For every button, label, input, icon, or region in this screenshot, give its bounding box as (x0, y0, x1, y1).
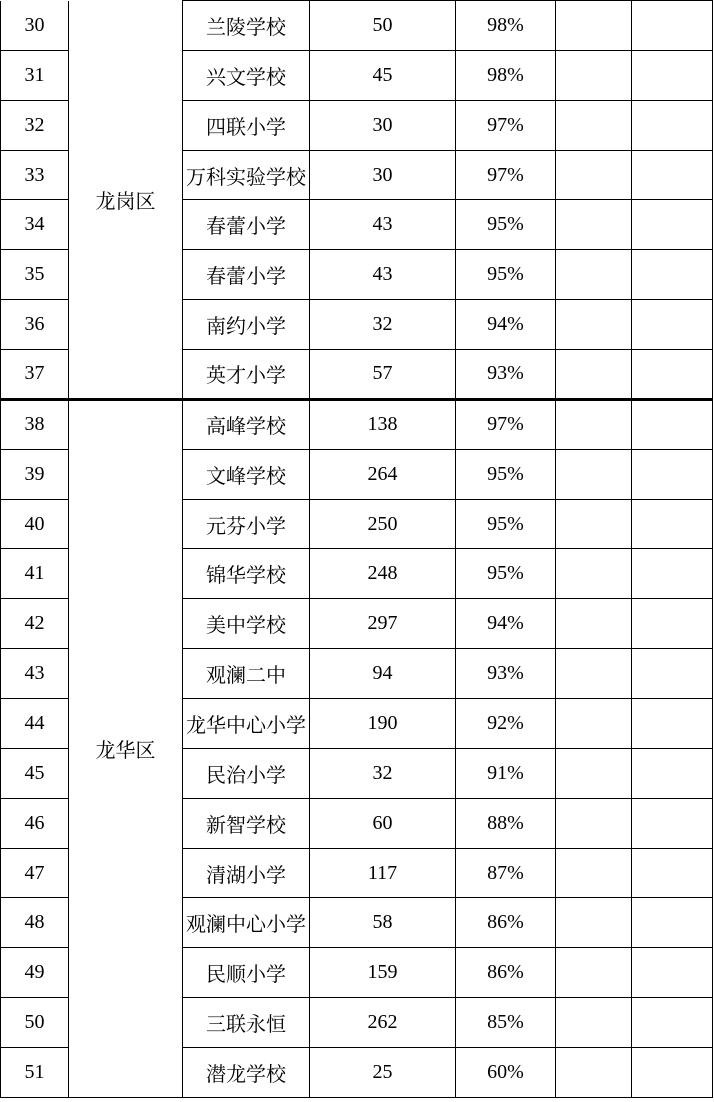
count-cell: 264 (310, 449, 456, 499)
row-number-cell: 31 (1, 50, 69, 100)
school-name-cell: 四联小学 (183, 100, 310, 150)
table-body (1, 1, 713, 1098)
row-number-cell: 50 (1, 998, 69, 1048)
empty-cell-2 (632, 748, 713, 798)
row-number-cell: 35 (1, 250, 69, 300)
school-name-cell: 观澜二中 (183, 649, 310, 699)
percent-cell: 95% (456, 449, 556, 499)
count-cell: 30 (310, 150, 456, 200)
row-number-cell: 39 (1, 449, 69, 499)
empty-cell-1 (556, 50, 632, 100)
percent-cell: 94% (456, 599, 556, 649)
empty-cell-2 (632, 50, 713, 100)
count-cell: 262 (310, 998, 456, 1048)
table-row (1, 399, 713, 449)
percent-cell: 95% (456, 250, 556, 300)
percent-cell: 88% (456, 798, 556, 848)
district-cell: 龙岗区 (69, 1, 183, 400)
school-name-cell: 兴文学校 (183, 50, 310, 100)
school-name-cell: 南约小学 (183, 300, 310, 350)
empty-cell-2 (632, 998, 713, 1048)
count-cell: 248 (310, 549, 456, 599)
percent-cell: 91% (456, 748, 556, 798)
percent-cell: 87% (456, 848, 556, 898)
school-name-cell: 春蕾小学 (183, 200, 310, 250)
empty-cell-2 (632, 649, 713, 699)
school-name-cell: 元芬小学 (183, 499, 310, 549)
count-cell: 190 (310, 699, 456, 749)
empty-cell-2 (632, 1048, 713, 1098)
row-number-cell: 41 (1, 549, 69, 599)
school-name-cell: 潜龙学校 (183, 1048, 310, 1098)
empty-cell-2 (632, 399, 713, 449)
school-name-cell: 英才小学 (183, 350, 310, 400)
percent-cell: 92% (456, 699, 556, 749)
count-cell: 43 (310, 250, 456, 300)
count-cell: 45 (310, 50, 456, 100)
count-cell: 159 (310, 948, 456, 998)
row-number-cell: 32 (1, 100, 69, 150)
count-cell: 32 (310, 748, 456, 798)
empty-cell-2 (632, 300, 713, 350)
district-cell: 龙华区 (69, 399, 183, 1097)
school-name-cell: 民治小学 (183, 748, 310, 798)
row-number-cell: 40 (1, 499, 69, 549)
percent-cell: 85% (456, 998, 556, 1048)
empty-cell-1 (556, 350, 632, 400)
empty-cell-2 (632, 848, 713, 898)
row-number-cell: 43 (1, 649, 69, 699)
empty-cell-1 (556, 100, 632, 150)
empty-cell-1 (556, 200, 632, 250)
empty-cell-2 (632, 150, 713, 200)
empty-cell-2 (632, 599, 713, 649)
percent-cell: 95% (456, 549, 556, 599)
school-name-cell: 文峰学校 (183, 449, 310, 499)
row-number-cell: 46 (1, 798, 69, 848)
empty-cell-2 (632, 449, 713, 499)
empty-cell-1 (556, 649, 632, 699)
row-number-cell: 45 (1, 748, 69, 798)
percent-cell: 60% (456, 1048, 556, 1098)
empty-cell-1 (556, 948, 632, 998)
row-number-cell: 34 (1, 200, 69, 250)
empty-cell-1 (556, 399, 632, 449)
count-cell: 250 (310, 499, 456, 549)
percent-cell: 86% (456, 948, 556, 998)
empty-cell-1 (556, 848, 632, 898)
school-name-cell: 美中学校 (183, 599, 310, 649)
empty-cell-1 (556, 250, 632, 300)
count-cell: 57 (310, 350, 456, 400)
school-name-cell: 观澜中心小学 (183, 898, 310, 948)
row-number-cell: 36 (1, 300, 69, 350)
school-name-cell: 春蕾小学 (183, 250, 310, 300)
count-cell: 32 (310, 300, 456, 350)
school-name-cell: 民顺小学 (183, 948, 310, 998)
count-cell: 43 (310, 200, 456, 250)
empty-cell-2 (632, 948, 713, 998)
row-number-cell: 44 (1, 699, 69, 749)
empty-cell-1 (556, 499, 632, 549)
percent-cell: 97% (456, 399, 556, 449)
count-cell: 30 (310, 100, 456, 150)
empty-cell-1 (556, 150, 632, 200)
count-cell: 117 (310, 848, 456, 898)
percent-cell: 95% (456, 200, 556, 250)
count-cell: 25 (310, 1048, 456, 1098)
empty-cell-2 (632, 200, 713, 250)
school-name-cell: 新智学校 (183, 798, 310, 848)
row-number-cell: 48 (1, 898, 69, 948)
row-number-cell: 42 (1, 599, 69, 649)
empty-cell-2 (632, 549, 713, 599)
percent-cell: 86% (456, 898, 556, 948)
empty-cell-2 (632, 699, 713, 749)
percent-cell: 93% (456, 649, 556, 699)
school-name-cell: 锦华学校 (183, 549, 310, 599)
empty-cell-2 (632, 100, 713, 150)
empty-cell-1 (556, 599, 632, 649)
percent-cell: 95% (456, 499, 556, 549)
row-number-cell: 30 (1, 1, 69, 51)
school-name-cell: 高峰学校 (183, 399, 310, 449)
empty-cell-2 (632, 350, 713, 400)
empty-cell-1 (556, 998, 632, 1048)
count-cell: 138 (310, 399, 456, 449)
school-name-cell: 龙华中心小学 (183, 699, 310, 749)
row-number-cell: 38 (1, 399, 69, 449)
percent-cell: 98% (456, 1, 556, 51)
empty-cell-2 (632, 798, 713, 848)
empty-cell-1 (556, 748, 632, 798)
empty-cell-1 (556, 449, 632, 499)
percent-cell: 98% (456, 50, 556, 100)
percent-cell: 97% (456, 100, 556, 150)
empty-cell-2 (632, 499, 713, 549)
row-number-cell: 49 (1, 948, 69, 998)
percent-cell: 97% (456, 150, 556, 200)
row-number-cell: 51 (1, 1048, 69, 1098)
empty-cell-2 (632, 250, 713, 300)
count-cell: 60 (310, 798, 456, 848)
row-number-cell: 37 (1, 350, 69, 400)
empty-cell-1 (556, 1, 632, 51)
school-name-cell: 清湖小学 (183, 848, 310, 898)
empty-cell-1 (556, 898, 632, 948)
row-number-cell: 33 (1, 150, 69, 200)
table-row (1, 1, 713, 51)
percent-cell: 94% (456, 300, 556, 350)
empty-cell-1 (556, 549, 632, 599)
empty-cell-1 (556, 300, 632, 350)
row-number-cell: 47 (1, 848, 69, 898)
empty-cell-2 (632, 898, 713, 948)
empty-cell-2 (632, 1, 713, 51)
count-cell: 50 (310, 1, 456, 51)
school-name-cell: 万科实验学校 (183, 150, 310, 200)
count-cell: 297 (310, 599, 456, 649)
empty-cell-1 (556, 1048, 632, 1098)
count-cell: 58 (310, 898, 456, 948)
empty-cell-1 (556, 798, 632, 848)
percent-cell: 93% (456, 350, 556, 400)
school-name-cell: 三联永恒 (183, 998, 310, 1048)
school-name-cell: 兰陵学校 (183, 1, 310, 51)
empty-cell-1 (556, 699, 632, 749)
count-cell: 94 (310, 649, 456, 699)
